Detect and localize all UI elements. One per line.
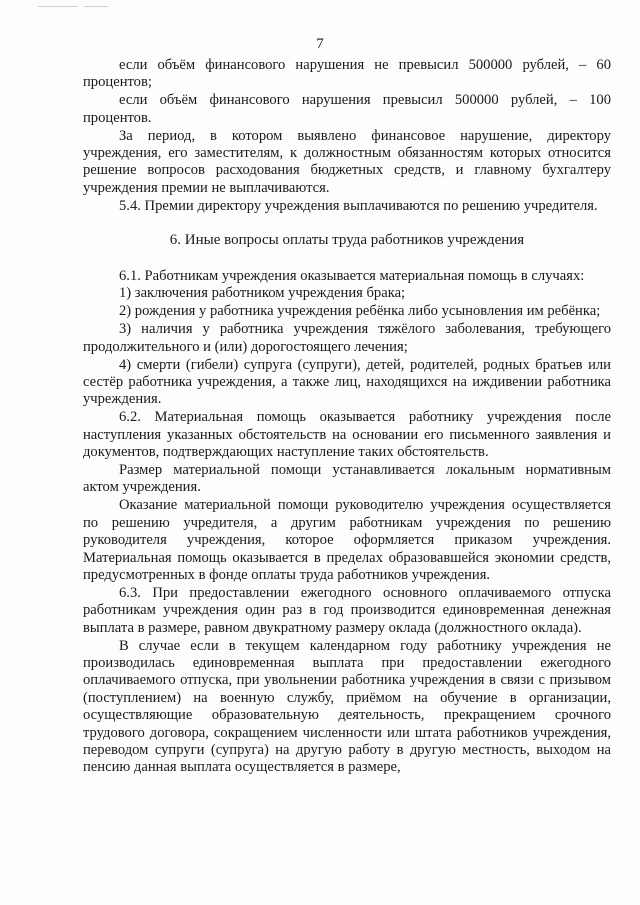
paragraph: если объём финансового нарушения не превысил 500000 рублей, – 60 процентов; xyxy=(83,57,611,91)
scan-artifact xyxy=(84,6,108,7)
paragraph: Размер материальной помощи устанавливается локальным нормативным актом учреждения. xyxy=(83,462,611,496)
list-item: 2) рождения у работника учреждения ребёнка либо усыновления им ребёнка; xyxy=(119,303,601,320)
page-number: 7 xyxy=(316,36,324,52)
paragraph: 6.2. Материальная помощь оказывается работнику учреждения после наступления указанных обстоятельств на основании его письменного заявления и документов, подтверждающих наступление таких обстоятельств. xyxy=(83,409,611,461)
document-body xyxy=(83,57,611,777)
list-item: 4) смерти (гибели) супруга (супруги), детей, родителей, родных братьев или сестёр работника учреждения, а также лиц, находящихся на иждивении работника учреждения. xyxy=(83,356,611,408)
paragraph: За период, в котором выявлено финансовое нарушение, директору учреждения, его заместителям, к должностным обязанностям которых относится решение вопросов расходования бюджетных средств, и главному бухгалтеру учреждения премии не выплачиваются. xyxy=(83,127,611,196)
paragraph: 5.4. Премии директору учреждения выплачиваются по решению учредителя. xyxy=(119,197,598,214)
paragraph: 6.3. При предоставлении ежегодного основного оплачиваемого отпуска работникам учреждения один раз в год производится единовременная денежная выплата в размере, равном двукратному размеру оклада (должностного оклада). xyxy=(83,584,611,636)
paragraph: если объём финансового нарушения превысил 500000 рублей, – 100 процентов. xyxy=(83,92,611,126)
scan-artifact xyxy=(38,6,78,7)
paragraph: Оказание материальной помощи руководителю учреждения осуществляется по решению учредителя, а другим работникам учреждения по решению руководителя учреждения, которое оформляется приказом учреждения. Материальная помощь оказывается в пределах образовавшейся экономии средств, предусмотренных в фонде оплаты труда работников учреждения. xyxy=(83,497,611,583)
paragraph: В случае если в текущем календарном году работнику учреждения не производилась единовременная выплата при предоставлении ежегодного оплачиваемого отпуска, при увольнении работника учреждения в связи с призывом (поступлением) на военную службу, приёмом на обучение в организации, осуществляющие образовательную деятельность, прекращением срочного трудового договора, сокращением численности или штата работников учреждения, переводом супруги (супруга) на другую работу в другую местность, выходом на пенсию данная выплата осуществляется в размере, xyxy=(83,637,611,776)
list-item: 3) наличия у работника учреждения тяжёлого заболевания, требующего продолжительного и (или) дорогостоящего лечения; xyxy=(83,321,611,355)
section-heading: 6. Иные вопросы оплаты труда работников учреждения xyxy=(169,232,525,249)
paragraph: 6.1. Работникам учреждения оказывается материальная помощь в случаях: xyxy=(119,267,585,284)
list-item: 1) заключения работником учреждения брака; xyxy=(119,285,406,302)
